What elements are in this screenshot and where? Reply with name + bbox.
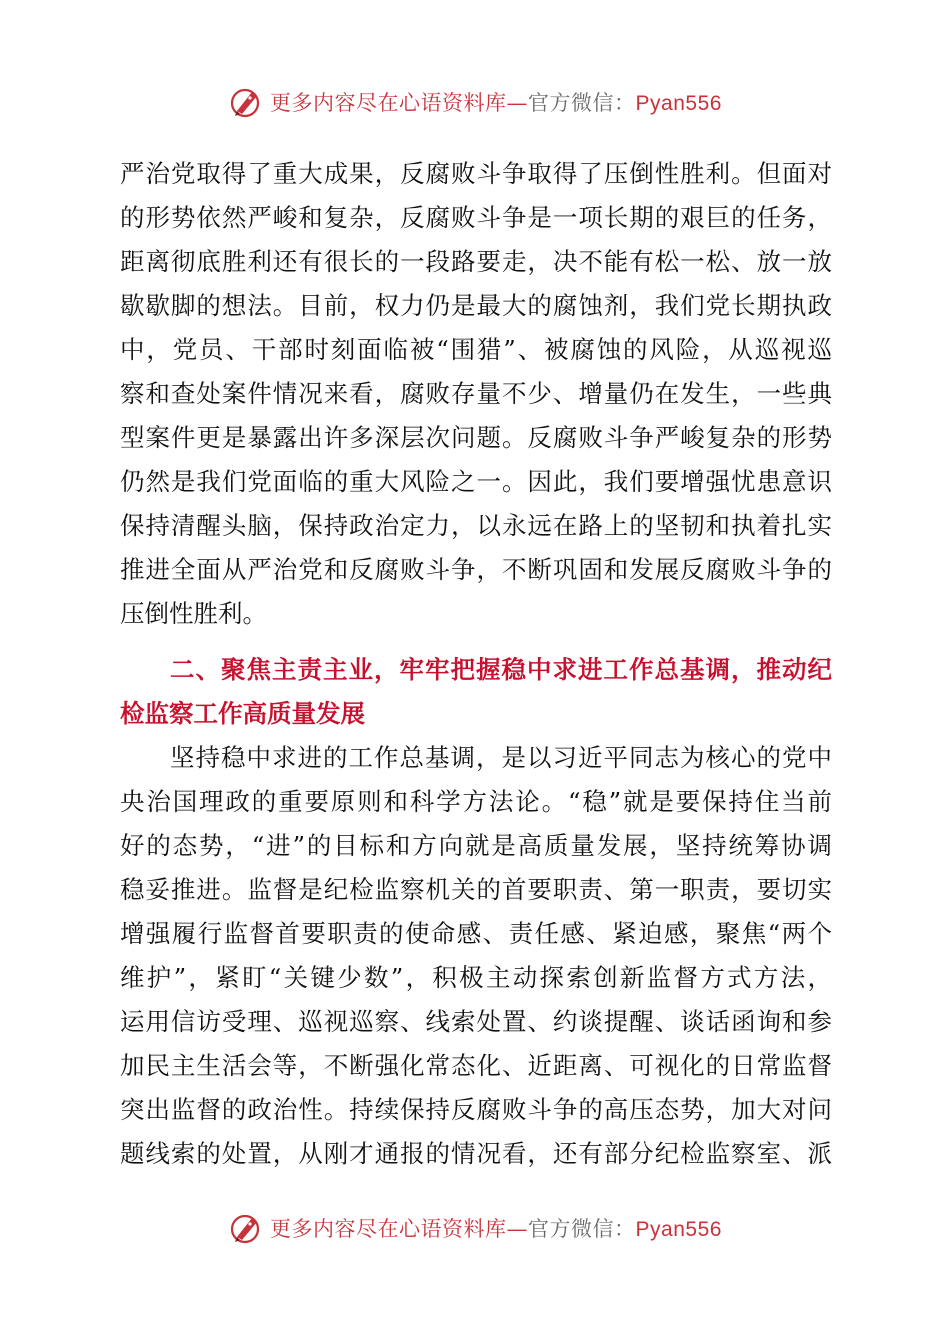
text-line: 坚持稳中求进的工作总基调，是以习近平同志为核心的党中 xyxy=(170,743,832,772)
text-line: 保持清醒头脑，保持政治定力，以永远在路上的坚韧和执着扎实 xyxy=(120,511,832,540)
text-line: 察和查处案件情况来看，腐败存量不少、增量仍在发生，一些典 xyxy=(120,379,832,408)
text-line: 加民主生活会等，不断强化常态化、近距离、可视化的日常监督 xyxy=(120,1051,832,1080)
text-line: 压倒性胜利。 xyxy=(120,599,267,628)
text-line: 央治国理政的重要原则和科学方法论。“稳”就是要保持住当前 xyxy=(120,787,832,816)
banner-text xyxy=(270,87,722,117)
text-line: 维护”，紧盯“关键少数”，积极主动探索创新监督方式方法， xyxy=(120,963,832,992)
banner-text xyxy=(270,1213,722,1243)
footer-banner xyxy=(0,1208,950,1248)
text-line: 稳妥推进。监督是纪检监察机关的首要职责、第一职责，要切实 xyxy=(120,875,832,904)
banner-wechat-id: Pyan556 xyxy=(635,92,722,115)
text-line: 突出监督的政治性。持续保持反腐败斗争的高压态势，加大对问 xyxy=(120,1095,832,1124)
header-banner xyxy=(0,82,950,122)
heading-line: 检监察工作高质量发展 xyxy=(120,699,365,728)
banner-brand: 更多内容尽在心语资料库 xyxy=(270,1217,507,1241)
text-line: 仍然是我们党面临的重大风险之一。因此，我们要增强忧患意识 xyxy=(120,467,832,496)
text-line: 好的态势，“进”的目标和方向就是高质量发展，坚持统筹协调 xyxy=(120,831,832,860)
pen-nib-logo-icon xyxy=(228,1210,264,1246)
section-heading xyxy=(120,648,832,736)
heading-line: 二、聚焦主责主业，牢牢把握稳中求进工作总基调，推动纪 xyxy=(170,655,832,684)
text-line: 距离彻底胜利还有很长的一段路要走，决不能有松一松、放一放 xyxy=(120,247,832,276)
banner-label: 官方微信： xyxy=(528,91,636,115)
text-line: 型案件更是暴露出许多深层次问题。反腐败斗争严峻复杂的形势 xyxy=(120,423,832,452)
banner-content xyxy=(228,84,722,120)
banner-separator: — xyxy=(506,1217,529,1241)
text-line: 中，党员、干部时刻面临被“围猎”、被腐蚀的风险，从巡视巡 xyxy=(120,335,832,364)
text-line: 歇歇脚的想法。目前，权力仍是最大的腐蚀剂，我们党长期执政 xyxy=(120,291,832,320)
banner-separator: — xyxy=(506,91,529,115)
body-paragraph-1 xyxy=(120,152,832,636)
pen-nib-logo-icon xyxy=(228,84,264,120)
banner-brand: 更多内容尽在心语资料库 xyxy=(270,91,507,115)
banner-content xyxy=(228,1210,722,1246)
text-line: 题线索的处置，从刚才通报的情况看，还有部分纪检监察室、派 xyxy=(120,1139,832,1168)
banner-label: 官方微信： xyxy=(528,1217,636,1241)
text-line: 的形势依然严峻和复杂，反腐败斗争是一项长期的艰巨的任务， xyxy=(120,203,832,232)
text-line: 推进全面从严治党和反腐败斗争，不断巩固和发展反腐败斗争的 xyxy=(120,555,832,584)
text-line: 严治党取得了重大成果，反腐败斗争取得了压倒性胜利。但面对 xyxy=(120,159,832,188)
text-line: 运用信访受理、巡视巡察、线索处置、约谈提醒、谈话函询和参 xyxy=(120,1007,832,1036)
banner-wechat-id: Pyan556 xyxy=(635,1218,722,1241)
body-paragraph-2 xyxy=(120,736,832,1176)
text-line: 增强履行监督首要职责的使命感、责任感、紧迫感，聚焦“两个 xyxy=(120,919,832,948)
